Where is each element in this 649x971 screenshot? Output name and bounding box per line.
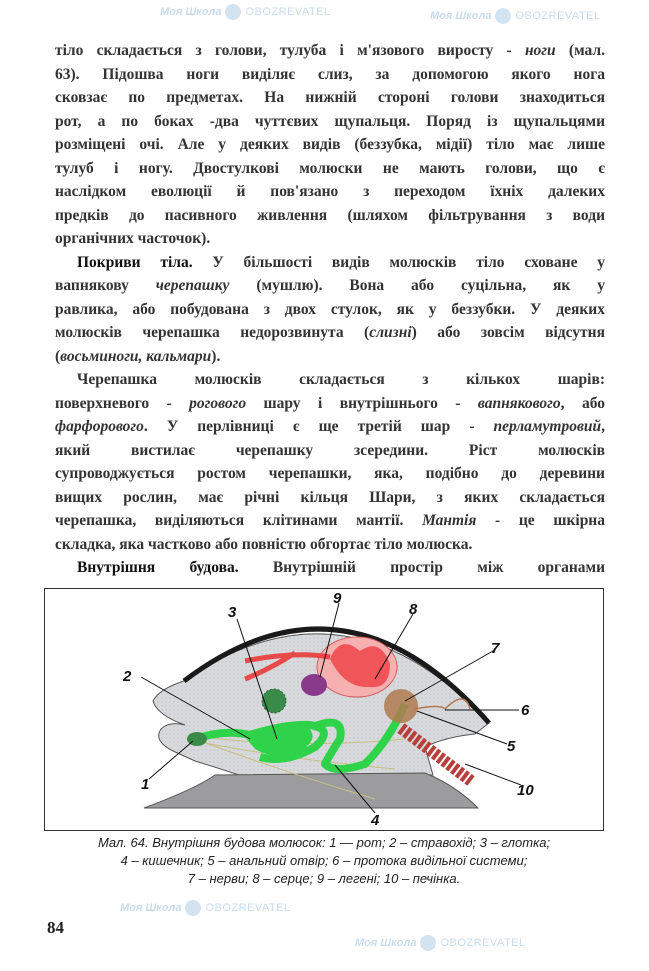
label-9: 9 (333, 590, 342, 607)
text-line: тіло складається з голови, тулуба і м'язового виросту - ноги (мал. (55, 42, 605, 59)
nerve-ganglion (384, 689, 418, 723)
text-line: Черепашка молюсків складається з кількох шарів: (77, 371, 605, 388)
paragraph-shell-layers (55, 368, 605, 556)
watermark: Моя Школа OBOZREVATEL (160, 4, 331, 20)
label-2: 2 (123, 668, 132, 685)
watermark: Моя Школа OBOZREVATEL (120, 900, 291, 916)
text-line: фарфорового. У перлівниці є ще третій шар - перламутровий, (55, 418, 605, 435)
mollusk-anatomy-figure (44, 588, 604, 831)
text-line: (восьминоги, кальмари). (55, 347, 221, 365)
text-line: предків до пасивного живлення (шляхом фільтрування з води (55, 206, 605, 224)
label-6: 6 (521, 702, 530, 719)
caption-line: Мал. 64. Внутрішня будова молюсок: 1 — рот; 2 – стравохід; 3 – глотка; (97, 835, 551, 850)
label-1: 1 (141, 776, 150, 793)
page-number: 84 (47, 918, 64, 937)
text-line: який вистилає черепашку зсередини. Ріст молюсків (55, 441, 605, 459)
mollusk-foot (144, 773, 478, 808)
label-5: 5 (507, 738, 516, 755)
body-text (55, 39, 605, 580)
text-line: розміщені очі. Але у деяких видів (беззубка, мідії) тіло має лише (55, 136, 605, 153)
caption-line: 7 – нерви; 8 – серце; 9 – легені; 10 – печінка. (187, 871, 461, 886)
label-4: 4 (371, 812, 380, 829)
paragraph-internal-structure (55, 556, 605, 580)
caption-line: 4 – кишечник; 5 – анальний отвір; 6 – протока видільної системи; (120, 853, 528, 868)
text-line: Покриви тіла. У більшості видів молюсків тіло сховане у (77, 253, 605, 271)
text-line: сковзає по предметах. На нижній стороні голови знаходиться (55, 89, 605, 106)
watermark: Моя Школа OBOZREVATEL (355, 935, 526, 951)
paragraph-body-structure (55, 39, 605, 251)
text-line: наслідком еволюції й пов'язано з переходом їхніх далеких (55, 183, 605, 200)
text-line: поверхневого - рогового шару і внутрішнього - вапнякового, або (55, 394, 605, 412)
lung (301, 674, 327, 696)
text-line: рот, а по боках -два чуттєвих щупальця. Поряд із щупальцями (55, 112, 605, 130)
text-line: тулуб і ногу. Двостулкові молюски не мають голови, що є (55, 159, 605, 177)
figure-caption (44, 834, 604, 888)
section-heading: Внутрішня будова. (77, 559, 239, 576)
text-line: 63). Підошва ноги виділяє слиз, за допомогою якого нога (55, 65, 605, 83)
text-line: молюсків черепашка недорозвинута (слизні) або зовсім відсутня (55, 324, 605, 341)
text-line: супроводжується ростом черепашки, яка, подібно до деревини (55, 465, 605, 482)
section-heading: Покриви тіла. (77, 253, 193, 271)
mollusk-diagram (45, 589, 602, 829)
text-line: Внутрішня будова. Внутрішній простір між органами (77, 559, 606, 576)
label-7: 7 (491, 640, 500, 657)
watermark: Моя Школа OBOZREVATEL (430, 8, 601, 24)
label-8: 8 (409, 601, 418, 618)
text-line: складка, яка частково або повністю обгортає тіло молюска. (55, 535, 473, 553)
text-line: равлика, або побудована з двох стулок, як у беззубки. У деяких (55, 300, 605, 318)
paragraph-body-coverings (55, 251, 605, 369)
text-line: органічних часточок). (55, 230, 211, 247)
text-line: черепашка, виділяються клітинами мантії. Мантія - це шкірна (55, 512, 605, 529)
label-3: 3 (228, 604, 237, 621)
gland (262, 689, 286, 713)
text-line: вищих рослин, має річні кільця Шари, з яких складається (55, 488, 605, 506)
label-10: 10 (517, 782, 534, 799)
text-line: вапнякову черепашку (мушлю). Вона або суцільна, як у (55, 277, 605, 294)
